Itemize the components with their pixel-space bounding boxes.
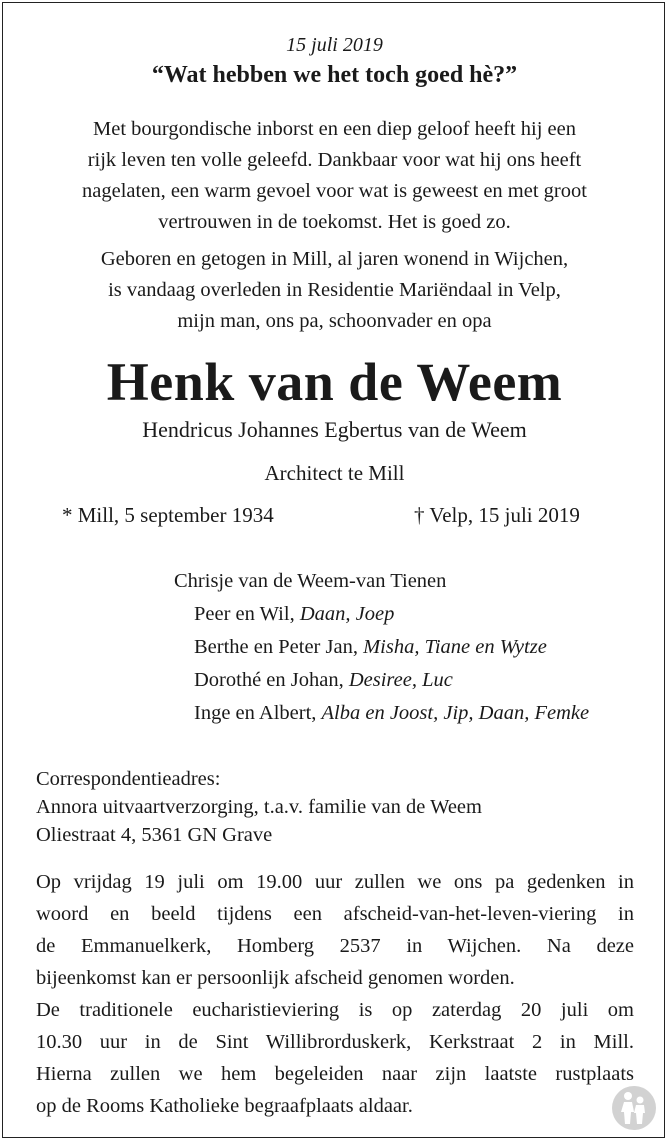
- funeral-line: 10.30 uur in de Sint Willibrorduskerk, Kerkstraat 2 in Mill.: [36, 1031, 634, 1053]
- correspondence-address-2: Oliestraat 4, 5361 GN Grave: [36, 824, 273, 846]
- family-grandchildren: Desiree, Luc: [348, 669, 453, 691]
- birth-info: * Mill, 5 september 1934: [62, 503, 274, 527]
- ceremony-line: bijeenkomst kan er persoonlijk afscheid genomen worden.: [36, 967, 515, 989]
- notice-date: 15 juli 2019: [286, 34, 383, 56]
- announcement-line: is vandaag overleden in Residentie Mariëndaal in Velp,: [108, 279, 561, 301]
- deceased-name: Henk van de Weem: [106, 352, 563, 412]
- death-info: † Velp, 15 juli 2019: [414, 503, 580, 527]
- family-line: [194, 702, 589, 725]
- funeral-line: De traditionele eucharistieviering is op zaterdag 20 juli om: [36, 999, 634, 1021]
- notice-quote: “Wat hebben we het toch goed hè?”: [151, 62, 518, 88]
- family-parents: Dorothé en Johan,: [194, 669, 349, 691]
- family-parents: Peer en Wil,: [194, 603, 300, 625]
- announcement-line: mijn man, ons pa, schoonvader en opa: [177, 310, 492, 332]
- funeral-paragraph: [36, 994, 634, 1122]
- ceremony-line: de Emmanuelkerk, Homberg 2537 in Wijchen. Na deze: [36, 935, 634, 957]
- intro-line: nagelaten, een warm gevoel voor wat is geweest en met groot: [82, 180, 587, 202]
- funeral-line: op de Rooms Katholieke begraafplaats aldaar.: [36, 1095, 413, 1117]
- deceased-full-name: Hendricus Johannes Egbertus van de Weem: [142, 417, 527, 442]
- deceased-profession: Architect te Mill: [264, 461, 405, 485]
- intro-line: rijk leven ten volle geleefd. Dankbaar voor wat hij ons heeft: [87, 149, 582, 171]
- spouse-name: Chrisje van de Weem-van Tienen: [174, 570, 447, 592]
- ceremony-line: Op vrijdag 19 juli om 19.00 uur zullen we ons pa gedenken in: [36, 871, 634, 893]
- family-parents: Inge en Albert,: [194, 702, 322, 724]
- ceremony-line: woord en beeld tijdens een afscheid-van-het-leven-viering in: [36, 903, 634, 925]
- ceremony-paragraph: [36, 866, 634, 994]
- intro-line: Met bourgondische inborst en een diep geloof heeft hij een: [93, 118, 576, 140]
- family-grandchildren: Misha, Tiane en Wytze: [363, 636, 547, 658]
- intro-line: vertrouwen in de toekomst. Het is goed zo.: [158, 211, 511, 233]
- family-line: [194, 669, 453, 692]
- family-grandchildren: Alba en Joost, Jip, Daan, Femke: [321, 702, 590, 724]
- announcement-paragraph: [0, 244, 669, 337]
- correspondence-address-1: Annora uitvaartverzorging, t.a.v. familie van de Weem: [36, 796, 482, 818]
- family-line: [194, 603, 394, 626]
- announcement-line: Geboren en getogen in Mill, al jaren wonend in Wijchen,: [100, 248, 569, 270]
- memorial-figures-icon: [611, 1085, 657, 1131]
- family-parents: Berthe en Peter Jan,: [194, 636, 364, 658]
- family-grandchildren: Daan, Joep: [299, 603, 395, 625]
- correspondence-heading: Correspondentieadres:: [36, 768, 221, 790]
- family-line: [194, 636, 547, 659]
- intro-paragraph: [0, 114, 669, 238]
- funeral-line: Hierna zullen we hem begeleiden naar zijn laatste rustplaats: [36, 1063, 634, 1085]
